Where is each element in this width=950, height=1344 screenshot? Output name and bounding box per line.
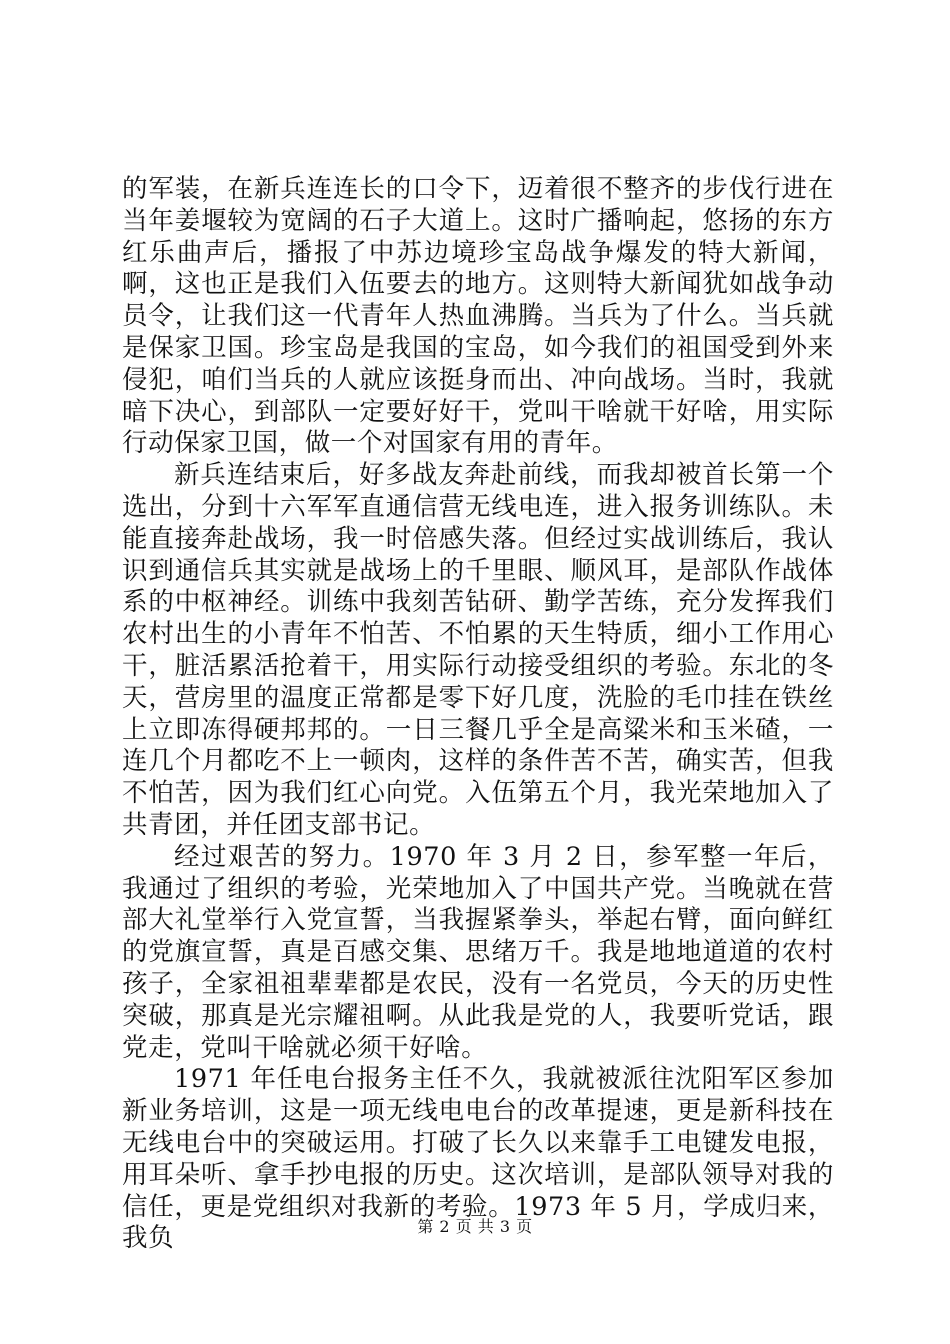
page-footer: 第 2 页 共 3 页 — [417, 1217, 533, 1236]
paragraph-3: 经过艰苦的努力。1970 年 3 月 2 日，参军整一年后，我通过了组织的考验，光荣地加入了中国共产党。当晚就在营部大礼堂举行入党宣誓，当我握紧拳头，举起右臂，面向鲜红的党旗宣誓，真是百感交集、思绪万千。我是地地道道的农村孩子，全家祖祖辈辈都是农民，没有一名党员，今天的历史性突破，那真是光宗耀祖啊。从此我是党的人，我要听党话，跟党走，党叫干啥就必须干好啥。 — [122, 841, 834, 1063]
paragraph-1: 的军装，在新兵连连长的口令下，迈着很不整齐的步伐行进在当年姜堰较为宽阔的石子大道上。这时广播响起，悠扬的东方红乐曲声后，播报了中苏边境珍宝岛战争爆发的特大新闻，啊，这也正是我们入伍要去的地方。这则特大新闻犹如战争动员令，让我们这一代青年人热血沸腾。当兵为了什么。当兵就是保家卫国。珍宝岛是我国的宝岛，如今我们的祖国受到外来侵犯，咱们当兵的人就应该挺身而出、冲向战场。当时，我就暗下决心，到部队一定要好好干，党叫干啥就干好啥，用实际行动保家卫国，做一个对国家有用的青年。 — [122, 174, 834, 459]
document-body — [122, 174, 834, 1255]
paragraph-2: 新兵连结束后，好多战友奔赴前线，而我却被首长第一个选出，分到十六军军直通信营无线电连，进入报务训练队。未能直接奔赴战场，我一时倍感失落。但经过实战训练后，我认识到通信兵其实就是战场上的千里眼、顺风耳，是部队作战体系的中枢神经。训练中我刻苦钻研、勤学苦练，充分发挥我们农村出生的小青年不怕苦、不怕累的天生特质，细小工作用心干，脏活累活抢着干，用实际行动接受组织的考验。东北的冬天，营房里的温度正常都是零下好几度，洗脸的毛巾挂在铁丝上立即冻得硬邦邦的。一日三餐几乎全是高粱米和玉米碴，一连几个月都吃不上一顿肉，这样的条件苦不苦，确实苦，但我不怕苦，因为我们红心向党。入伍第五个月，我光荣地加入了共青团，并任团支部书记。 — [122, 460, 834, 840]
paragraph-4: 1971 年任电台报务主任不久，我就被派往沈阳军区参加新业务培训，这是一项无线电电台的改革提速，更是新科技在无线电台中的突破运用。打破了长久以来靠手工电键发电报，用耳朵听、拿手抄电报的历史。这次培训，是部队领导对我的信任，更是党组织对我新的考验。1973 年 5 月，学成归来，我负 — [122, 1064, 834, 1254]
